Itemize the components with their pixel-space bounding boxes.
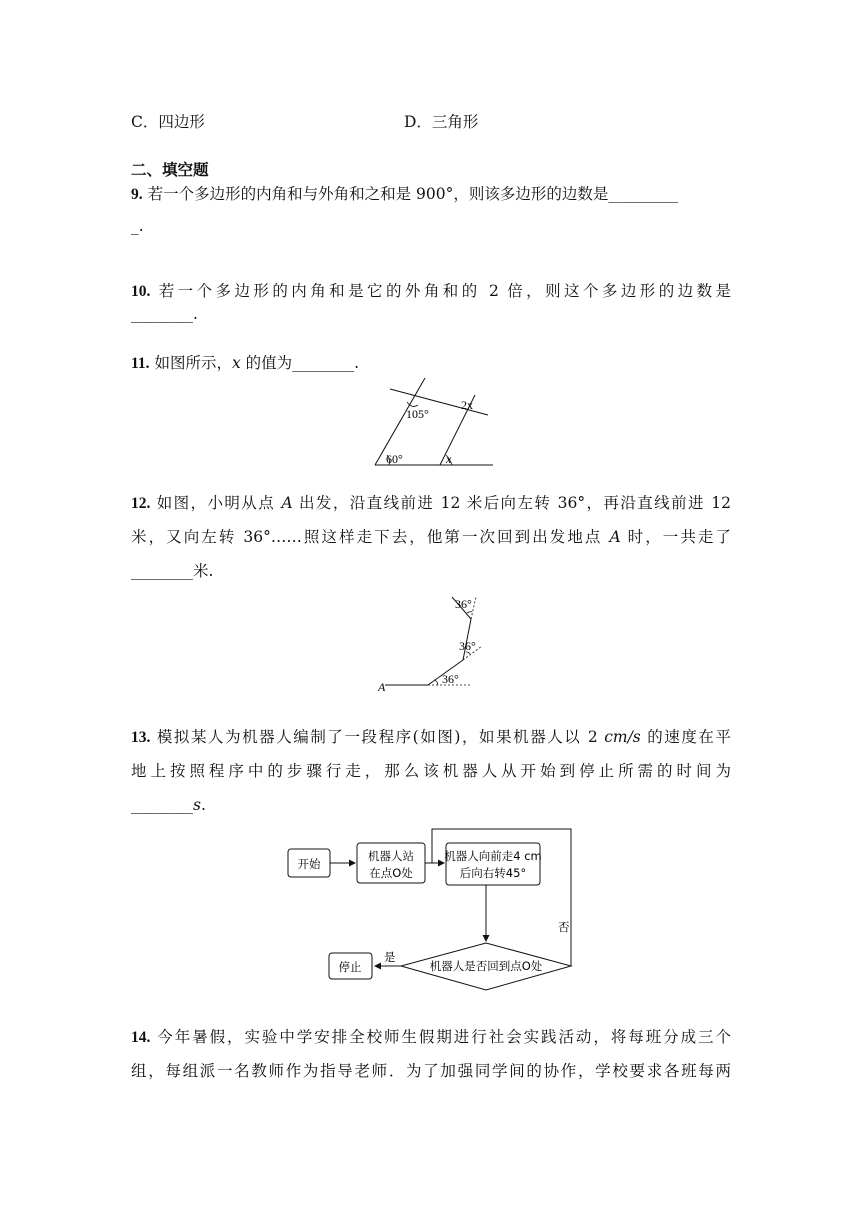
angle-label-middle: 36° [459, 639, 476, 653]
point-a: A [281, 494, 293, 512]
angle-label-60: 60° [386, 452, 403, 466]
answer-blank: ________ [131, 796, 193, 814]
angle-label-x: x [446, 452, 452, 466]
question-14 [131, 1026, 731, 1049]
question-text: 今年暑假，实验中学安排全校师生假期进行社会实践活动，将每班分成三个 [157, 1028, 731, 1046]
question-14-line-2: 组，每组派一名教师作为指导老师．为了加强同学间的协作，学校要求各班每两 [131, 1062, 731, 1080]
section-title: 二、填空题 [131, 161, 209, 179]
variable-x: x [231, 354, 241, 372]
question-12-line-2 [131, 526, 731, 548]
question-12 [131, 492, 731, 515]
angle-label-bottom: 36° [442, 672, 459, 686]
flow-no-label: 否 [558, 920, 570, 934]
question-10-blank: ________. [131, 305, 198, 323]
question-text: 如图，小明从点 [156, 494, 276, 512]
question-text: 的速度在平 [647, 728, 731, 746]
question-13-line-2: 地上按照程序中的步骤行走，那么该机器人从开始到停止所需的时间为 [131, 762, 731, 780]
period: . [200, 796, 206, 814]
question-13 [131, 726, 731, 749]
question-text: 的值为________. [245, 354, 360, 372]
flow-start-label: 开始 [297, 857, 321, 871]
option-d: D．三角形 [404, 113, 479, 131]
question-number: 14. [131, 1029, 151, 1046]
question-number: 12. [131, 495, 151, 512]
point-label-a: A [378, 680, 386, 694]
walking-path-figure [370, 592, 490, 697]
question-11 [131, 352, 731, 375]
angle-label-2x: 2x [461, 398, 473, 412]
question-9-continued: _. [131, 217, 144, 235]
question-number: 13. [131, 729, 151, 746]
angle-label-105: 105° [406, 407, 429, 421]
question-number: 9. [131, 186, 143, 203]
question-text: 若一个多边形的内角和是它的外角和的 2 倍，则这个多边形的边数是 [158, 282, 732, 300]
flow-yes-label: 是 [384, 950, 396, 964]
question-text: 如图所示， [154, 354, 232, 372]
option-c: C．四边形 [131, 113, 205, 131]
question-13-line-3 [131, 794, 731, 816]
question-text: 模拟某人为机器人编制了一段程序(如图)，如果机器人以 2 [156, 728, 598, 746]
flowchart [280, 825, 580, 995]
top-line [390, 389, 488, 415]
question-text: 若一个多边形的内角和与外角和之和是 900°，则该多边形的边数是_________ [147, 185, 679, 203]
question-text: 时，一共走了 [627, 528, 731, 546]
angle-label-top: 36° [455, 597, 472, 611]
unit-seconds: s [193, 796, 201, 814]
question-text: 出发，沿直线前进 12 米后向左转 36°，再沿直线前进 12 [299, 494, 731, 512]
flow-step2-line1: 机器人向前走4 cm [444, 849, 542, 863]
flow-stop-label: 停止 [338, 960, 362, 974]
question-12-line-3: ________米. [131, 562, 214, 580]
angle-arc-top [467, 612, 472, 613]
question-number: 10. [131, 283, 151, 300]
flow-decision-label: 机器人是否回到点O处 [429, 959, 543, 973]
question-text: 米，又向左转 36°……照这样走下去，他第一次回到出发地点 [131, 528, 603, 546]
question-number: 11. [131, 355, 150, 372]
flow-step1-line1: 机器人站 [368, 849, 414, 863]
flow-step1-line2: 在点O处 [369, 866, 413, 880]
point-a: A [609, 528, 621, 546]
unit-speed: cm/s [604, 728, 641, 746]
parallelogram-figure [360, 375, 500, 470]
question-9 [131, 183, 731, 206]
question-10 [131, 280, 731, 303]
flow-step2-line2: 后向右转45° [459, 866, 527, 880]
